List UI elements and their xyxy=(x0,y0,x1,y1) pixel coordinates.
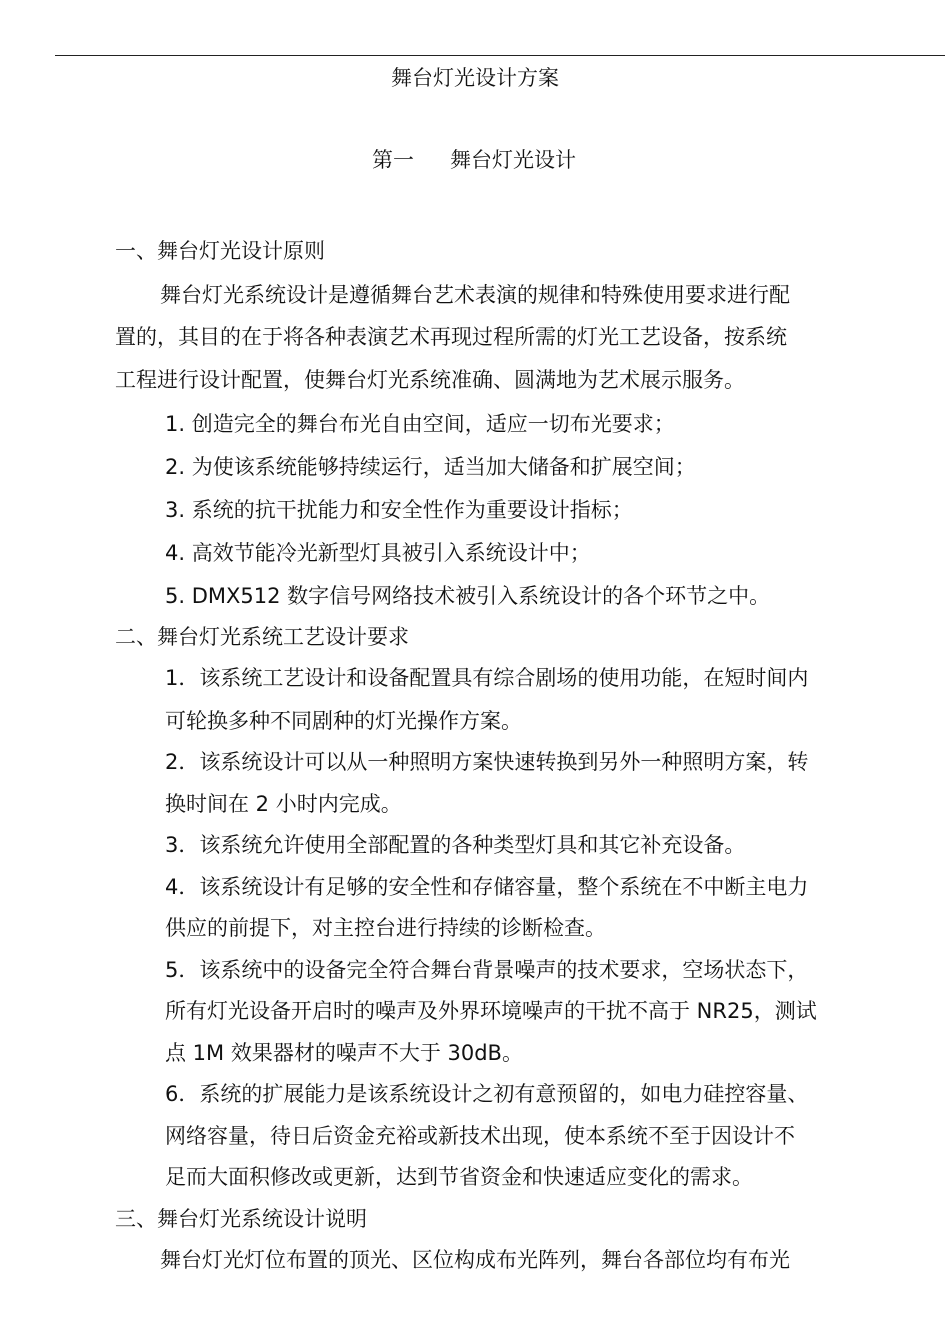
paragraph-line: 舞台灯光系统设计是遵循舞台艺术表演的规律和特殊使用要求进行配 xyxy=(160,283,790,307)
header-rule xyxy=(55,55,945,56)
paragraph-line: 3．该系统允许使用全部配置的各种类型灯具和其它补充设备。 xyxy=(165,833,746,857)
paragraph-line: 6．系统的扩展能力是该系统设计之初有意预留的，如电力硅控容量、 xyxy=(165,1082,809,1106)
section-heading-1: 一、舞台灯光设计原则 xyxy=(115,239,325,263)
paragraph-line: 所有灯光设备开启时的噪声及外界环境噪声的干扰不高于 NR25，测试 xyxy=(165,999,817,1023)
paragraph-line: 点 1M 效果器材的噪声不大于 30dB。 xyxy=(165,1041,523,1065)
paragraph-line: 可轮换多种不同剧种的灯光操作方案。 xyxy=(165,709,522,733)
list-item: 5. DMX512 数字信号网络技术被引入系统设计的各个环节之中。 xyxy=(165,584,771,608)
paragraph-line: 工程进行设计配置，使舞台灯光系统准确、圆满地为艺术展示服务。 xyxy=(115,368,745,392)
list-item: 4. 高效节能冷光新型灯具被引入系统设计中； xyxy=(165,541,591,565)
paragraph-line: 足而大面积修改或更新，达到节省资金和快速适应变化的需求。 xyxy=(165,1165,753,1189)
paragraph-line: 舞台灯光灯位布置的顶光、区位构成布光阵列，舞台各部位均有布光 xyxy=(160,1248,790,1272)
paragraph-line: 5．该系统中的设备完全符合舞台背景噪声的技术要求，空场状态下， xyxy=(165,958,809,982)
chapter-number: 第一 xyxy=(372,148,414,172)
paragraph-line: 置的，其目的在于将各种表演艺术再现过程所需的灯光工艺设备，按系统 xyxy=(115,325,787,349)
paragraph-line: 供应的前提下，对主控台进行持续的诊断检查。 xyxy=(165,916,606,940)
chapter-heading xyxy=(372,147,576,173)
section-heading-3: 三、舞台灯光系统设计说明 xyxy=(115,1207,367,1231)
paragraph-line: 4．该系统设计有足够的安全性和存储容量，整个系统在不中断主电力 xyxy=(165,875,809,899)
list-item: 1. 创造完全的舞台布光自由空间，适应一切布光要求； xyxy=(165,412,675,436)
chapter-title: 舞台灯光设计 xyxy=(450,148,576,172)
list-item: 3. 系统的抗干扰能力和安全性作为重要设计指标； xyxy=(165,498,633,522)
list-item: 2. 为使该系统能够持续运行，适当加大储备和扩展空间； xyxy=(165,455,696,479)
paragraph-line: 换时间在 2 小时内完成。 xyxy=(165,792,402,816)
section-heading-2: 二、舞台灯光系统工艺设计要求 xyxy=(115,625,409,649)
paragraph-line: 网络容量，待日后资金充裕或新技术出现，使本系统不至于因设计不 xyxy=(165,1124,795,1148)
paragraph-line: 1．该系统工艺设计和设备配置具有综合剧场的使用功能，在短时间内 xyxy=(165,666,809,690)
document-title: 舞台灯光设计方案 xyxy=(391,66,559,90)
paragraph-line: 2．该系统设计可以从一种照明方案快速转换到另外一种照明方案，转 xyxy=(165,750,809,774)
